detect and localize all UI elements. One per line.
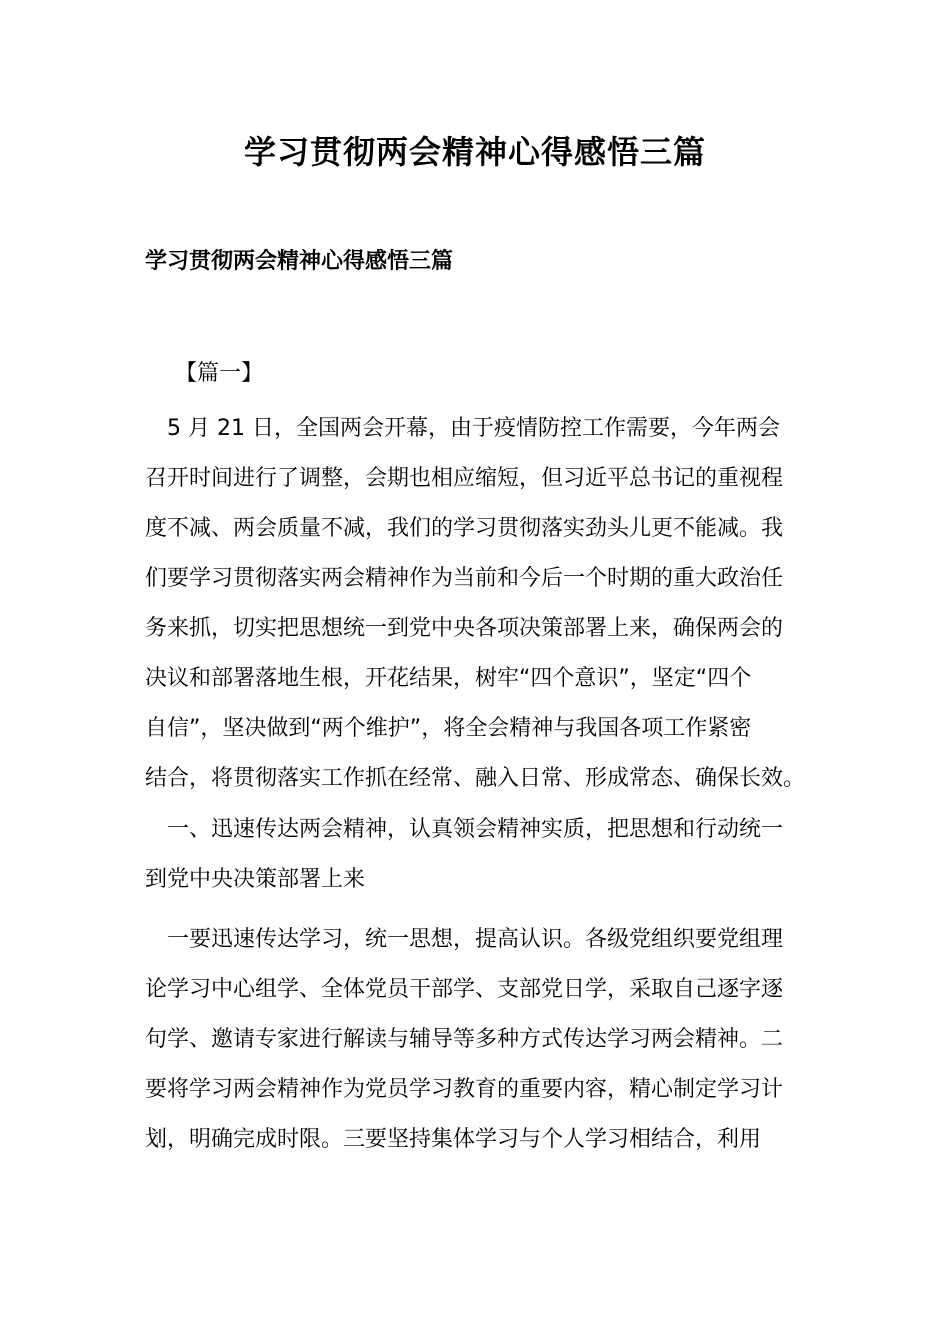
document-subtitle: 学习贯彻两会精神心得感悟三篇 xyxy=(145,249,454,274)
paragraph-line: 要将学习两会精神作为党员学习教育的重要内容，精心制定学习计 xyxy=(145,1077,784,1102)
section-label: 【篇一】 xyxy=(175,361,264,386)
paragraph-2 xyxy=(145,805,815,905)
paragraph-line: 一要迅速传达学习，统一思想，提高认识。各级党组织要党组理 xyxy=(145,927,784,952)
paragraph-line: 句学、邀请专家进行解读与辅导等多种方式传达学习两会精神。二 xyxy=(145,1027,784,1052)
paragraph-line: 一、迅速传达两会精神，认真领会精神实质，把思想和行动统一 xyxy=(145,817,784,842)
paragraph-line: 自信”，坚决做到“两个维护”，将全会精神与我国各项工作紧密 xyxy=(145,716,752,741)
paragraph-line: 论学习中心组学、全体党员干部学、支部党日学，采取自己逐字逐 xyxy=(145,977,784,1002)
paragraph-line: 划，明确完成时限。三要坚持集体学习与个人学习相结合，利用 xyxy=(145,1127,762,1152)
paragraph-line: 召开时间进行了调整，会期也相应缩短，但习近平总书记的重视程 xyxy=(145,466,784,491)
paragraph-3 xyxy=(145,915,815,1165)
paragraph-line: 到党中央决策部署上来 xyxy=(145,867,366,892)
page-title: 学习贯彻两会精神心得感悟三篇 xyxy=(243,133,706,171)
paragraph-line: 务来抓，切实把思想统一到党中央各项决策部署上来，确保两会的 xyxy=(145,616,784,641)
paragraph-line: 5 月 21 日，全国两会开幕，由于疫情防控工作需要，今年两会 xyxy=(145,416,780,441)
paragraph-line: 决议和部署落地生根，开花结果，树牢“四个意识”，坚定“四个 xyxy=(145,666,752,691)
paragraph-line: 度不减、两会质量不减，我们的学习贯彻落实劲头儿更不能减。我 xyxy=(145,516,784,541)
paragraph-line: 们要学习贯彻落实两会精神作为当前和今后一个时期的重大政治任 xyxy=(145,566,784,591)
paragraph-line: 结合，将贯彻落实工作抓在经常、融入日常、形成常态、确保长效。 xyxy=(145,766,806,791)
paragraph-1 xyxy=(145,404,815,804)
